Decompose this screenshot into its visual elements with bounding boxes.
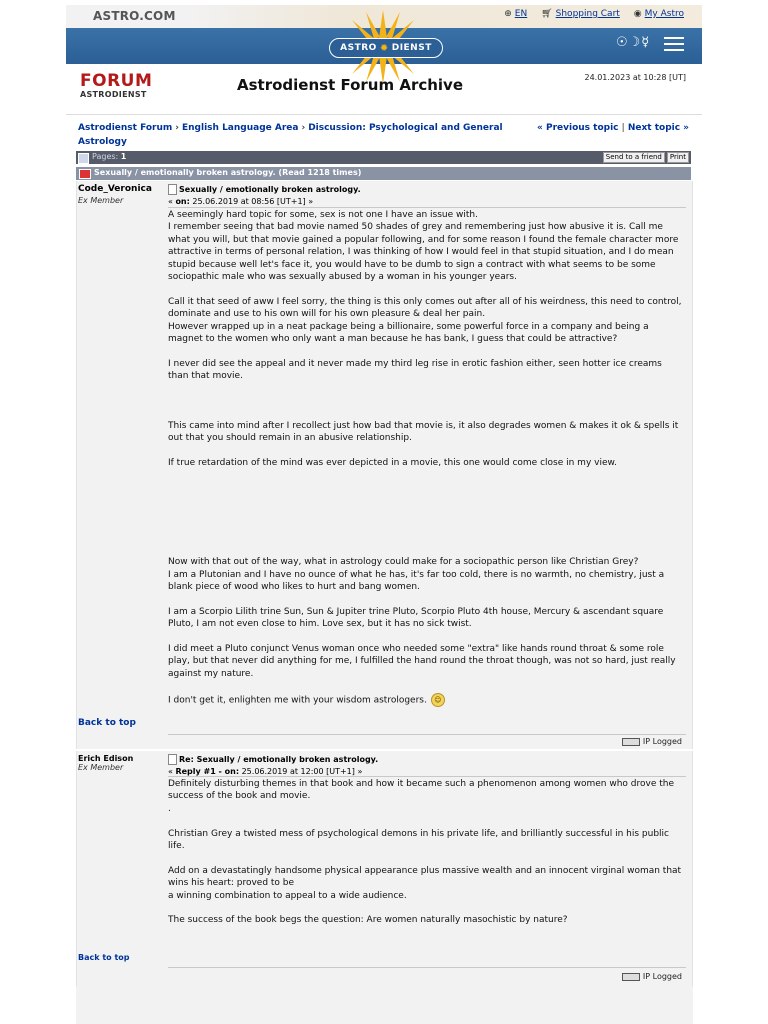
post-2 [76,751,693,986]
current-datetime: 24.01.2023 at 10:28 [UT] [584,73,686,82]
post-paragraph: The success of the book begs the question: Are women naturally masochistic by nature? [168,915,568,926]
topic-folder-icon [79,169,91,179]
post-paragraph: I did meet a Pluto conjunct Venus woman once who needed some "extra" like hands round throat & some role play, but that never did anything for me, I fulfilled the hand round the throat though, was not so hard, just really against my nature. [168,643,676,679]
breadcrumb-discussion[interactable]: Discussion: Psychological and General Astrology [78,123,503,147]
post-paragraph: Christian Grey a twisted mess of psychological demons in his private life, and brilliantly successful in his public life. [168,828,669,852]
globe-icon: ⊕ [504,9,512,19]
menu-icon[interactable] [664,37,684,55]
back-to-top-link[interactable]: Back to top [78,718,136,728]
post-footer-divider [168,967,686,968]
post-paragraph: I never did see the appeal and it never made my third leg rise in erotic fashion either, seen hotter ice creams than that movie. [168,358,662,382]
pages-bar: Pages: 1 Send to a friend Print [76,151,691,164]
planet-symbols-button[interactable]: ☉☽☿ [616,35,651,50]
post-paragraph [168,507,682,519]
next-topic-link[interactable]: Next topic » [627,123,689,133]
header-divider [66,114,702,115]
post-footer-divider [168,734,686,735]
site-logo[interactable]: ASTRO.COM [93,9,176,23]
brand-star-icon: ✹ [379,42,389,54]
post-paragraph [168,395,682,407]
post-author[interactable]: Erich Edison [78,754,134,763]
breadcrumb-forum[interactable]: Astrodienst Forum [78,123,173,133]
send-to-friend-button[interactable]: Send to a friend [603,152,665,163]
print-button[interactable]: Print [667,152,689,163]
my-astro-link[interactable]: ◉ My Astro [633,9,684,19]
post-paragraph: If true retardation of the mind was ever depicted in a movie, this one would come close in my view. [168,458,617,469]
ip-logged: IP Logged [622,737,682,746]
pages-icon [78,153,89,164]
topic-title: Sexually / emotionally broken astrology. (Read 1218 times) [94,168,362,177]
forum-logo[interactable]: FORUM ASTRODIENST [80,71,153,99]
post-paragraph: This came into mind after I recollect just how bad that movie is, it also degrades women & makes it ok & spells it out that you should remain in an abusive relationship. [168,420,679,444]
cart-icon: 🛒︎ [541,9,553,19]
user-icon: ◉ [633,9,642,19]
post-document-icon [168,754,177,765]
breadcrumb-english-area[interactable]: English Language Area [182,123,299,133]
post-body [168,778,682,939]
post-subject[interactable]: Sexually / emotionally broken astrology. [179,185,361,194]
chevron-right-icon: › [175,123,179,133]
page-number-link[interactable]: 1 [120,152,127,161]
post-paragraph: I am a Scorpio Lilith trine Sun, Sun & Jupiter trine Pluto, Scorpio Pluto 4th house, Mercury & ascendant square Pluto, I am not even close to him. Love sex, but it has no sick twist. [168,606,664,630]
top-links [504,9,684,19]
post-paragraph: Definitely disturbing themes in that book and how it became such a phenomenon among women who drove the success of the book and movie. . [168,779,675,814]
breadcrumb [78,121,518,149]
post-header [168,754,686,776]
chevron-right-icon: › [301,123,306,133]
post-paragraph [168,531,682,543]
post-paragraph: Add on a devastatingly handsome physical appearance plus massive wealth and an innocent virginal woman that wins his heart: proved to be a winning combination to appeal to a wide audience. [168,865,682,901]
smiley-icon: ☺ [431,693,445,707]
post-paragraph: A seemingly hard topic for some, sex is not one I have an issue with. I remember seeing that bad movie named 50 shades of grey and remembering just how abusive it is. Call me what you will, but that movie gained a popular following, and for some reason I found the female character more attractive in terms of personal relation, I was thinking of how I would feel in that stupid situation, and I do mean stupid because well let's face it, you would have to be dumb to sign a contract with what seems to be some sociopathic male who was sexually abused by a woman in his younger years. [168,210,679,283]
language-link[interactable]: ⊕ EN [504,9,528,19]
post-paragraph: Now with that out of the way, what in astrology could make for a sociopathic person like Christian Grey? I am a Plutonian and I have no ounce of what he has, it's far too cold, there is no warmth, no chemistry, just a blank piece of wood who likes to hurt and bang women. [168,557,665,592]
post-paragraph: I don't get it, enlighten me with your wisdom astrologers. [168,695,427,706]
ip-logged: IP Logged [622,972,682,981]
post-author[interactable]: Code_Veronica [78,184,152,194]
post-paragraph: Call it that seed of aww I feel sorry, the thing is this only comes out after all of his weirdness, this need to control, dominate and use to his own will for his own pleasure & deal her pain. However wrapped up in a neat package being a billionaire, some powerful force in a company and being a magnet to the women who only want a man because he has bank, I guess that could be attractive? [168,296,682,345]
post-paragraph [168,482,682,494]
astrodienst-brand-button[interactable]: ASTRO ✹ DIENST [329,38,443,58]
post-subject[interactable]: Re: Sexually / emotionally broken astrology. [179,755,379,764]
author-role: Ex Member [78,196,124,205]
cart-link[interactable]: 🛒︎ Shopping Cart [541,9,620,19]
post-meta: « on: 25.06.2019 at 08:56 [UT+1] » [168,197,314,206]
post-1 [76,181,693,749]
previous-topic-link[interactable]: « Previous topic [537,123,619,133]
ip-logged-icon [622,738,640,746]
page-footer [76,986,693,1024]
page-title: Astrodienst Forum Archive [237,76,464,94]
post-header-divider [168,776,686,777]
ip-logged-icon [622,973,640,981]
post-document-icon [168,184,177,195]
post-body [168,209,682,719]
back-to-top-link[interactable]: Back to top [78,953,130,962]
topic-nav: « Previous topic | Next topic » [537,123,689,133]
topic-title-bar [76,167,691,180]
post-header [168,184,686,206]
post-meta: « Reply #1 - on: 25.06.2019 at 12:00 [UT+1] » [168,767,363,776]
post-header-divider [168,207,686,208]
author-role: Ex Member [78,763,124,772]
